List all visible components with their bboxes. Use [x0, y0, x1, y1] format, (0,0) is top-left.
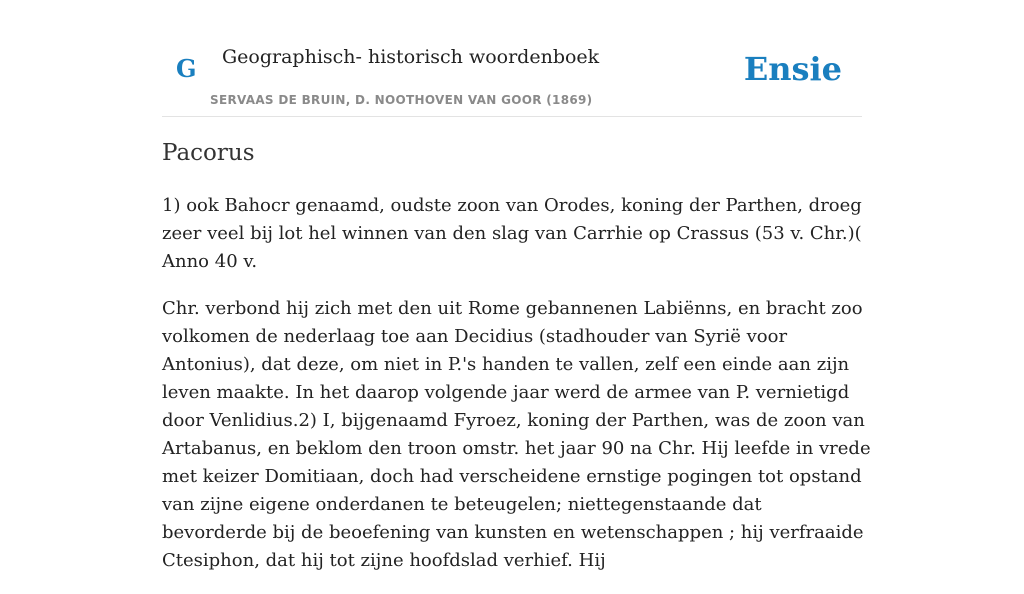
- entry-title: Pacorus: [162, 140, 255, 166]
- entry-paragraph: 1) ook Bahocr genaamd, oudste zoon van Orodes, koning der Parthen, droeg zeer veel bij lot hel winnen van den slag van Carrhie op Crassus (53 v. Chr.)( Anno 40 v.: [162, 195, 862, 272]
- book-title[interactable]: Geographisch- historisch woordenboek: [222, 46, 600, 68]
- header: [162, 0, 862, 117]
- entry-paragraph: Chr. verbond hij zich met den uit Rome gebannenen Labiënns, en bracht zoo volkomen de nederlaag toe aan Decidius (stadhouder van Syrië voor Antonius), dat deze, om niet in P.'s handen te vallen, zelf een einde aan zijn leven maakte. In het daarop volgende jaar werd de armee van P. vernietigd door Venlidius.2) I, bijgenaamd Fyroez, koning der Parthen, was de zoon van Artabanus, en beklom den troon omstr. het jaar 90 na Chr. Hij leefde in vrede met keizer Domitiaan, doch had verscheidene ernstige pogingen tot opstand van zijne eigene onderdanen te beteugelen; niettegenstaande dat bevorderde bij de beoefening van kunsten en wetenschappen ; hij verfraaide Ctesiphon, dat hij tot zijne hoofdslad verhief. Hij: [162, 298, 871, 571]
- entry-body: [162, 192, 872, 594]
- book-icon[interactable]: G: [176, 54, 197, 83]
- brand-logo[interactable]: Ensie: [743, 50, 842, 88]
- book-authors: SERVAAS DE BRUIN, D. NOOTHOVEN VAN GOOR (1869): [210, 93, 593, 107]
